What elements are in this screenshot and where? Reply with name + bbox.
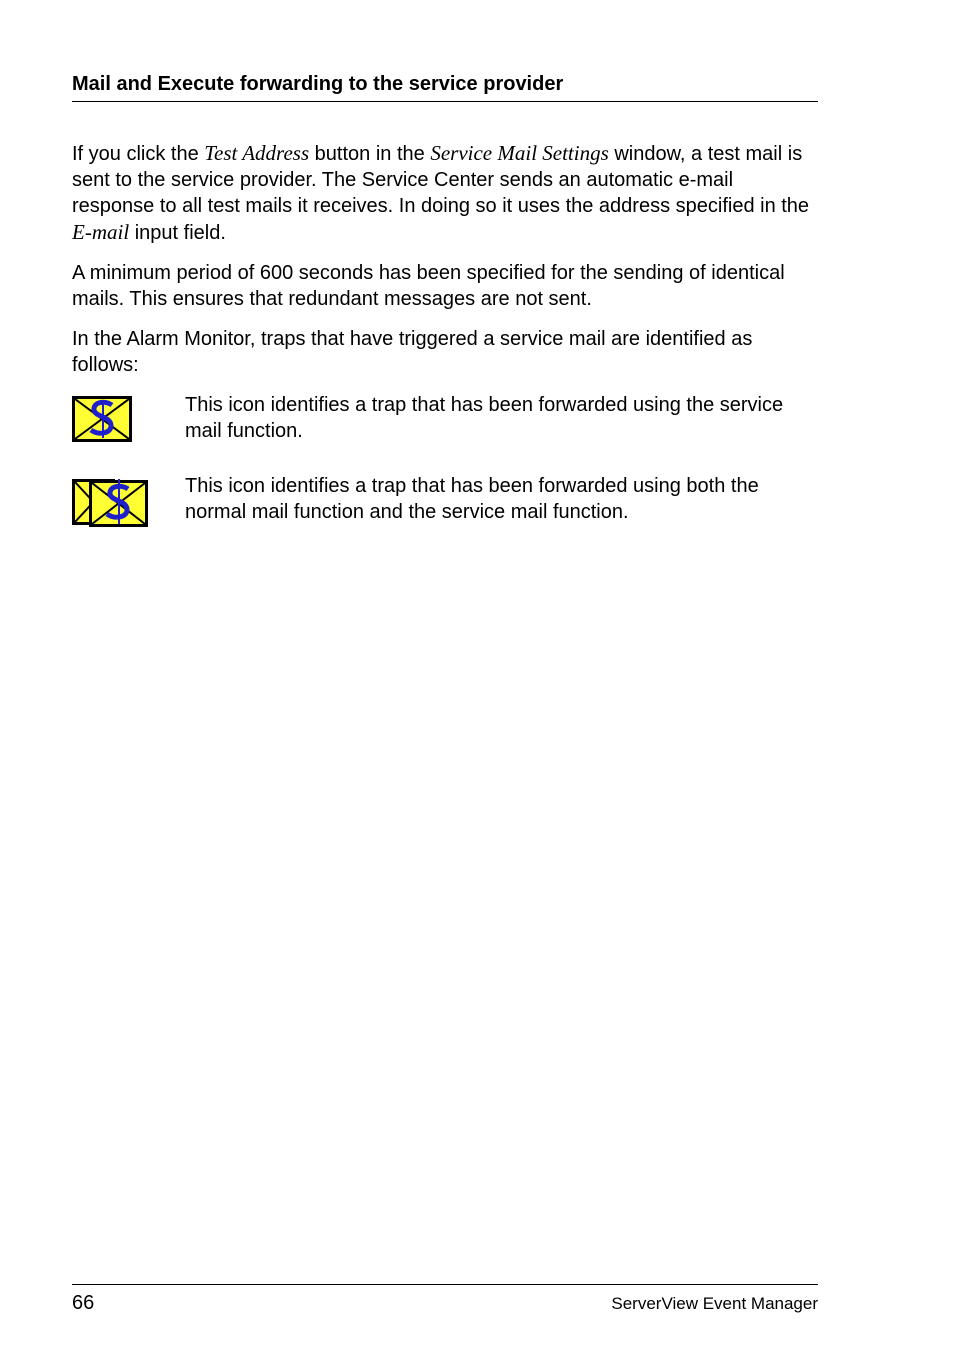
paragraph-test-address: [72, 140, 818, 246]
page-footer: [72, 1284, 818, 1321]
service-mail-settings-reference: Service Mail Settings: [430, 141, 609, 165]
icon-description-row: [72, 473, 818, 534]
double-mail-icon-description: This icon identifies a trap that has been forwarded using both the normal mail function and the service mail function.: [185, 475, 759, 523]
test-address-reference: Test Address: [204, 141, 310, 165]
manual-title: ServerView Event Manager: [611, 1294, 818, 1313]
email-field-reference: E-mail: [72, 220, 130, 244]
page-number: 66: [72, 1292, 95, 1314]
paragraph1-text-4: input field.: [129, 222, 226, 244]
paragraph1-text-2: button in the: [309, 143, 431, 165]
paragraph1-text-3: window, a test mail is sent to the service provider. The Service Center sends an automatic e-mail response to all test mails it receives. In doing so it uses the address specified in the: [72, 143, 810, 217]
section-heading: Mail and Execute forwarding to the service provider: [72, 71, 818, 102]
service-mail-icon-description: This icon identifies a trap that has been forwarded using the service mail function.: [185, 394, 784, 442]
paragraph1-text-1: If you click the: [72, 143, 205, 165]
double-mail-envelope-icon: [72, 477, 148, 527]
paragraph-alarm-monitor: In the Alarm Monitor, traps that have triggered a service mail are identified as follows:: [72, 328, 753, 376]
icon-description-row: [72, 392, 818, 449]
page-content: [72, 140, 818, 534]
service-mail-envelope-icon: [72, 396, 132, 442]
paragraph-minimum-period: A minimum period of 600 seconds has been specified for the sending of identical mails. This ensures that redundant messages are not sent.: [72, 262, 785, 310]
